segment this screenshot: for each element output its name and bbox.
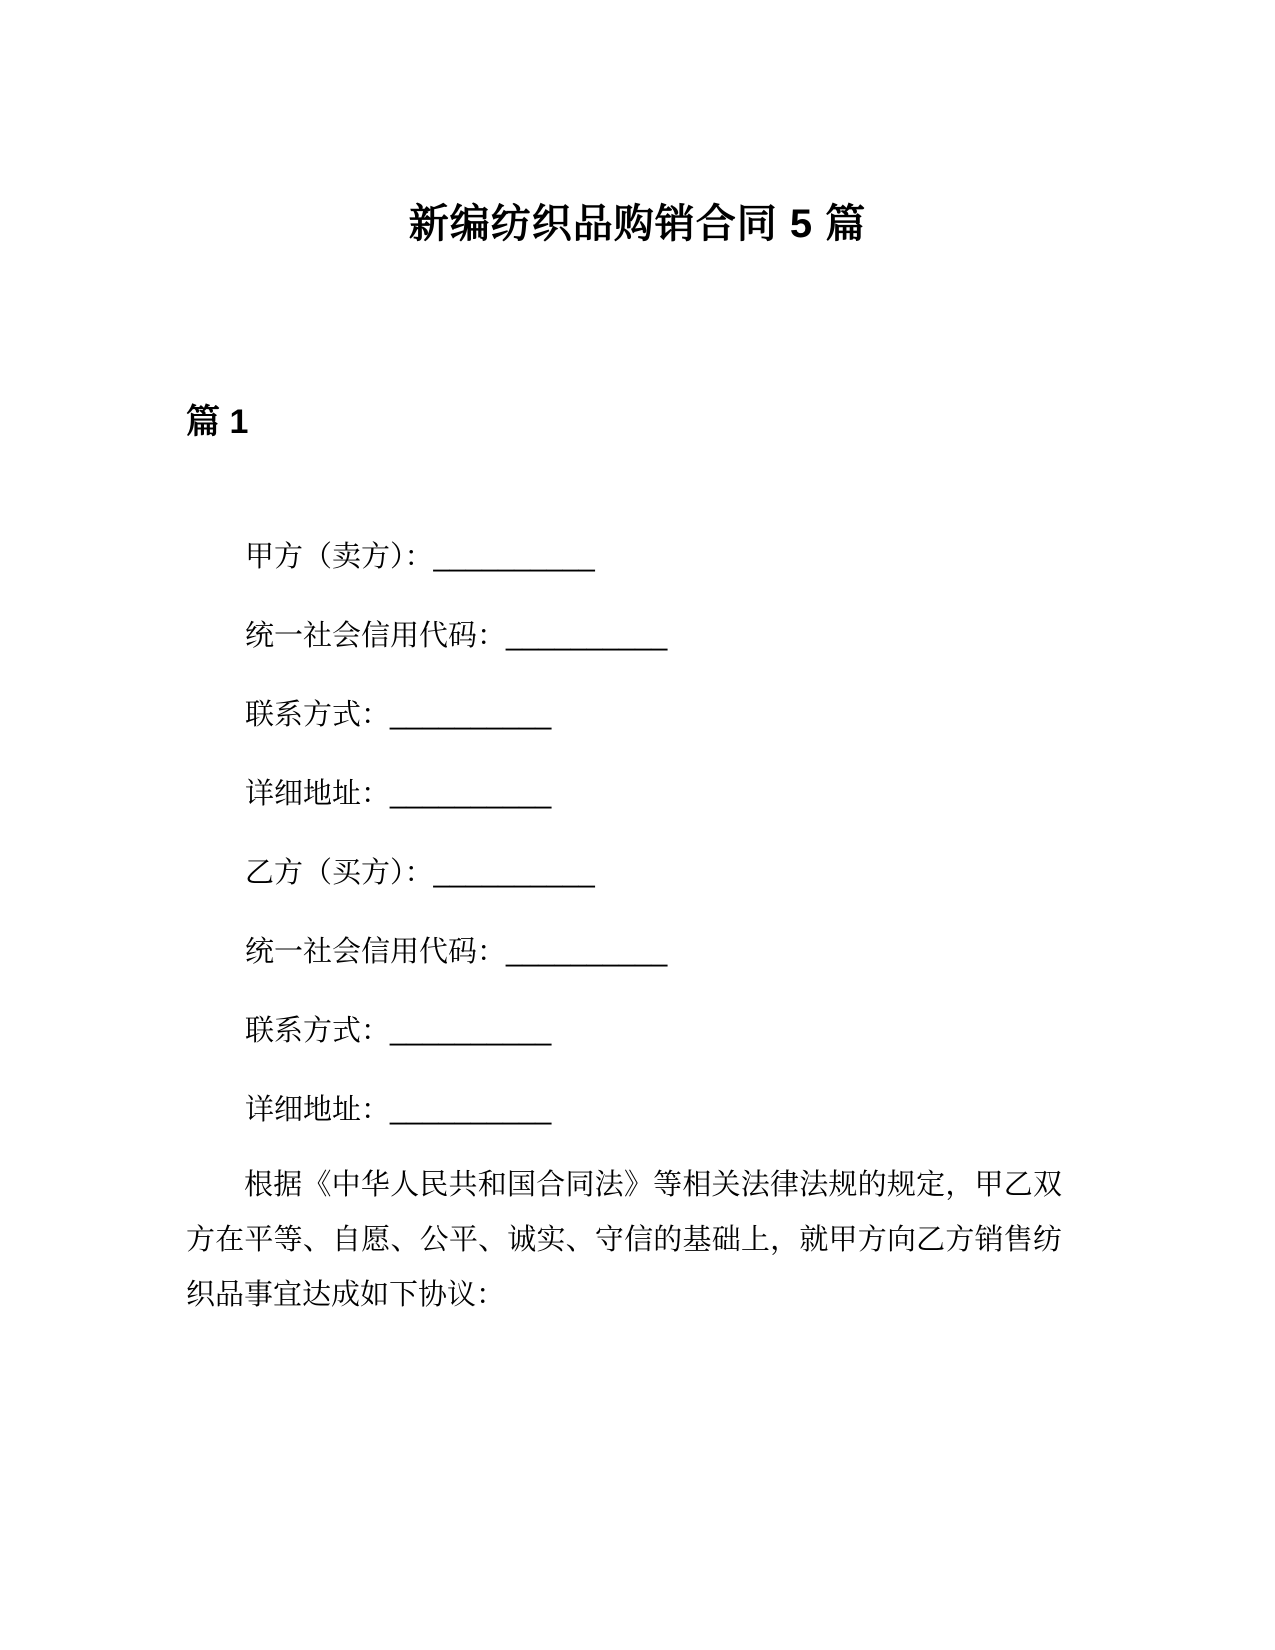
field-label-party-b-contact: 联系方式： [245, 1015, 391, 1047]
form-line-party-b-contact [245, 1013, 1089, 1049]
blank-field-party-a-address: __________ [390, 778, 552, 810]
blank-field-party-a: __________ [433, 541, 595, 573]
field-label-party-a-address: 详细地址： [245, 778, 391, 810]
field-label-party-a-contact: 联系方式： [245, 699, 391, 731]
blank-field-party-a-contact: __________ [390, 699, 552, 731]
blank-field-party-a-credit-code: __________ [506, 620, 668, 652]
form-line-party-b [245, 855, 1089, 891]
intro-paragraph [186, 1158, 1062, 1323]
form-line-party-a [245, 539, 1089, 575]
field-label-party-a-credit-code: 统一社会信用代码： [245, 620, 507, 652]
document-title: 新编纺织品购销合同 5 篇 [408, 202, 867, 246]
paragraph-line-3: 织品事宜达成如下协议： [186, 1279, 506, 1311]
blank-field-party-b: __________ [433, 857, 595, 889]
form-line-party-a-contact [245, 697, 1089, 733]
field-label-party-b-address: 详细地址： [245, 1094, 391, 1126]
field-label-party-b: 乙方（买方）： [245, 857, 434, 889]
paragraph-line-2: 方在平等、自愿、公平、诚实、守信的基础上，就甲方向乙方销售纺 [186, 1224, 1062, 1256]
field-label-party-a: 甲方（卖方）： [245, 541, 434, 573]
blank-field-party-b-address: __________ [390, 1094, 552, 1126]
field-label-party-b-credit-code: 统一社会信用代码： [245, 936, 507, 968]
form-line-party-b-address [245, 1092, 1089, 1128]
paragraph-line-1: 根据《中华人民共和国合同法》等相关法律法规的规定，甲乙双 [244, 1169, 1062, 1201]
party-info-section [186, 539, 1089, 1128]
form-line-party-a-credit-code [245, 618, 1089, 654]
form-line-party-b-credit-code [245, 934, 1089, 970]
form-line-party-a-address [245, 776, 1089, 812]
section-heading: 篇 1 [186, 403, 249, 441]
blank-field-party-b-credit-code: __________ [506, 936, 668, 968]
blank-field-party-b-contact: __________ [390, 1015, 552, 1047]
